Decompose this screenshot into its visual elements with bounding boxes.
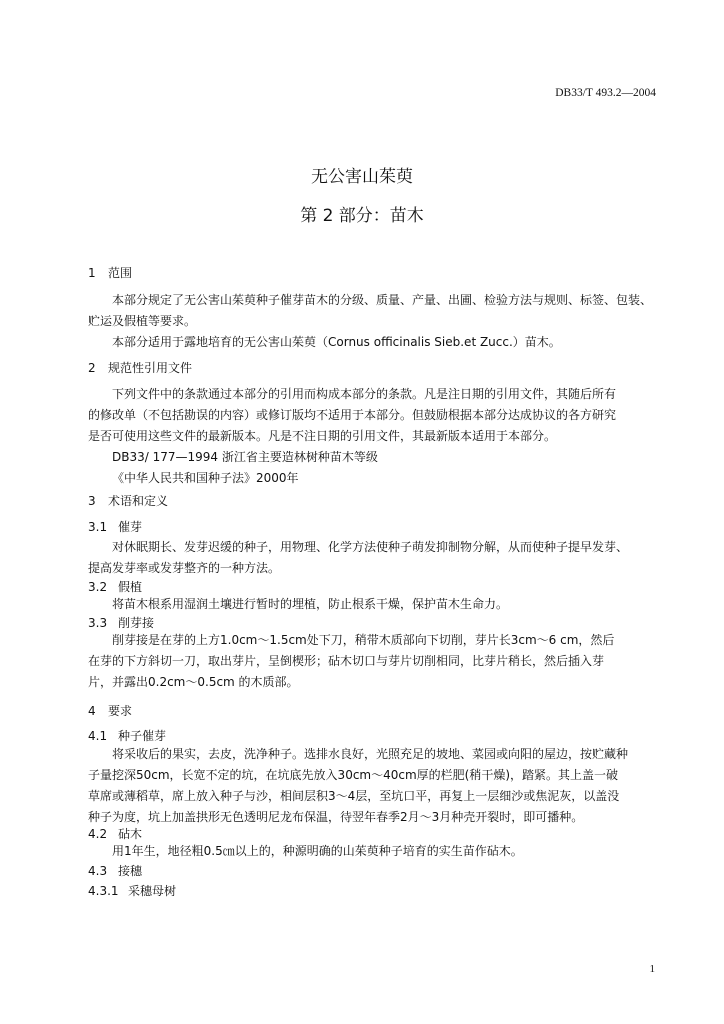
paragraph-line: 子量挖深50cm，长宽不定的坑，在坑底先放入30cm～40cm厚的栏肥(稍干燥)，踏紧。其上盖一破 [88,768,619,782]
subsection-number: 3.1 [88,520,108,534]
paragraph-line: 的修改单（不包括勘误的内容）或修订版均不适用于本部分。但鼓励根据本部分达成协议的各方研究 [88,408,617,422]
reference-item: DB33/ 177—1994 浙江省主要造林树种苗木等级 [112,450,378,464]
document-title: 无公害山茱萸 [311,167,413,187]
paragraph-line: 种子为度，坑上加盖拱形无色透明尼龙布保温，待翌年春季2月～3月种壳开裂时，即可播种。 [88,810,584,824]
subsection-3-3-body [88,630,656,693]
paragraph-line: 本部分规定了无公害山茱萸种子催芽苗木的分级、质量、产量、出圃、检验方法与规则、标签、包装、 [112,293,653,307]
subsection-3-1-body [88,537,656,579]
paragraph-line: 提高发芽率或发芽整齐的一种方法。 [88,561,281,575]
subsection-title: 砧木 [118,827,143,841]
subsection-title: 接穗 [118,864,143,878]
subsection-3-2-body [88,594,656,615]
paragraph-line: 是否可使用这些文件的最新版本。凡是不注日期的引用文件，其最新版本适用于本部分。 [88,429,557,443]
paragraph-line: 在芽的下方斜切一刀，取出芽片，呈倒楔形；砧木切口与芽片切削相同，比芽片稍长，然后插入芽 [88,654,605,668]
subsection-number: 3.2 [88,580,108,594]
subsection-title: 采穗母树 [128,884,177,898]
paragraph-line: 片，并露出0.2cm～0.5cm 的木质部。 [88,675,299,689]
section-2-body [88,384,656,489]
subsection-title: 削芽接 [118,616,155,630]
section-number: 2 [88,361,96,375]
paragraph-line: 对休眠期长、发芽迟缓的种子，用物理、化学方法使种子萌发抑制物分解，从而使种子提早发芽、 [112,540,629,554]
subsection-4-2-body [88,841,656,862]
paragraph-line: 下列文件中的条款通过本部分的引用而构成本部分的条款。凡是注日期的引用文件，其随后所有 [112,387,617,401]
section-title: 要求 [108,704,133,718]
document-subtitle: 第 2 部分：苗木 [300,206,424,226]
paragraph-line: 将采收后的果实，去皮，洗净种子。选排水良好，光照充足的坡地、菜园或向阳的屋边，按贮藏种 [112,747,629,761]
reference-item: 《中华人民共和国种子法》2000年 [112,471,299,485]
subsection-number: 4.1 [88,729,108,743]
subsection-4-3-heading [88,862,142,879]
subsection-number: 3.3 [88,616,108,630]
subsection-title: 催芽 [118,520,143,534]
subsection-title: 种子催芽 [118,729,167,743]
subsection-3-2-heading [88,578,142,595]
subsection-number: 4.3 [88,864,108,878]
subsection-3-3-heading [88,614,154,631]
section-title: 规范性引用文件 [108,361,193,375]
paragraph-line: 用1年生，地径粗0.5㎝以上的，种源明确的山茱萸种子培育的实生苗作砧木。 [112,844,523,858]
subsection-4-3-1-heading [88,882,176,899]
page-number: 1 [649,963,655,975]
section-number: 3 [88,494,96,508]
paragraph-line: 将苗木根系用湿润土壤进行暂时的埋植，防止根系干燥，保护苗木生命力。 [112,597,509,611]
section-number: 4 [88,704,96,718]
paragraph-line: 本部分适用于露地培育的无公害山茱萸（Cornus officinalis Sieb.et Zucc.）苗木。 [112,335,561,349]
section-1-body [88,290,656,353]
subsection-3-1-heading [88,518,142,535]
subsection-number: 4.2 [88,827,108,841]
section-1-heading [88,264,132,281]
section-title: 术语和定义 [108,494,169,508]
subsection-4-1-body [88,744,656,828]
paragraph-line: 削芽接是在芽的上方1.0cm～1.5cm处下刀，稍带木质部向下切削，芽片长3cm～6 cm，然后 [112,633,615,647]
subsection-number: 4.3.1 [88,884,119,898]
paragraph-line: 贮运及假植等要求。 [88,314,197,328]
standard-number: DB33/T 493.2—2004 [555,87,656,99]
section-3-heading [88,492,168,509]
section-title: 范围 [108,266,133,280]
section-2-heading [88,359,192,376]
section-number: 1 [88,266,96,280]
paragraph-line: 草席或薄稻草，席上放入种子与沙，相间层积3～4层，至坑口平，再复上一层细沙或焦泥灰，以盖没 [88,789,620,803]
section-4-heading [88,702,132,719]
subsection-4-2-heading [88,825,142,842]
subsection-title: 假植 [118,580,143,594]
subsection-4-1-heading [88,727,166,744]
